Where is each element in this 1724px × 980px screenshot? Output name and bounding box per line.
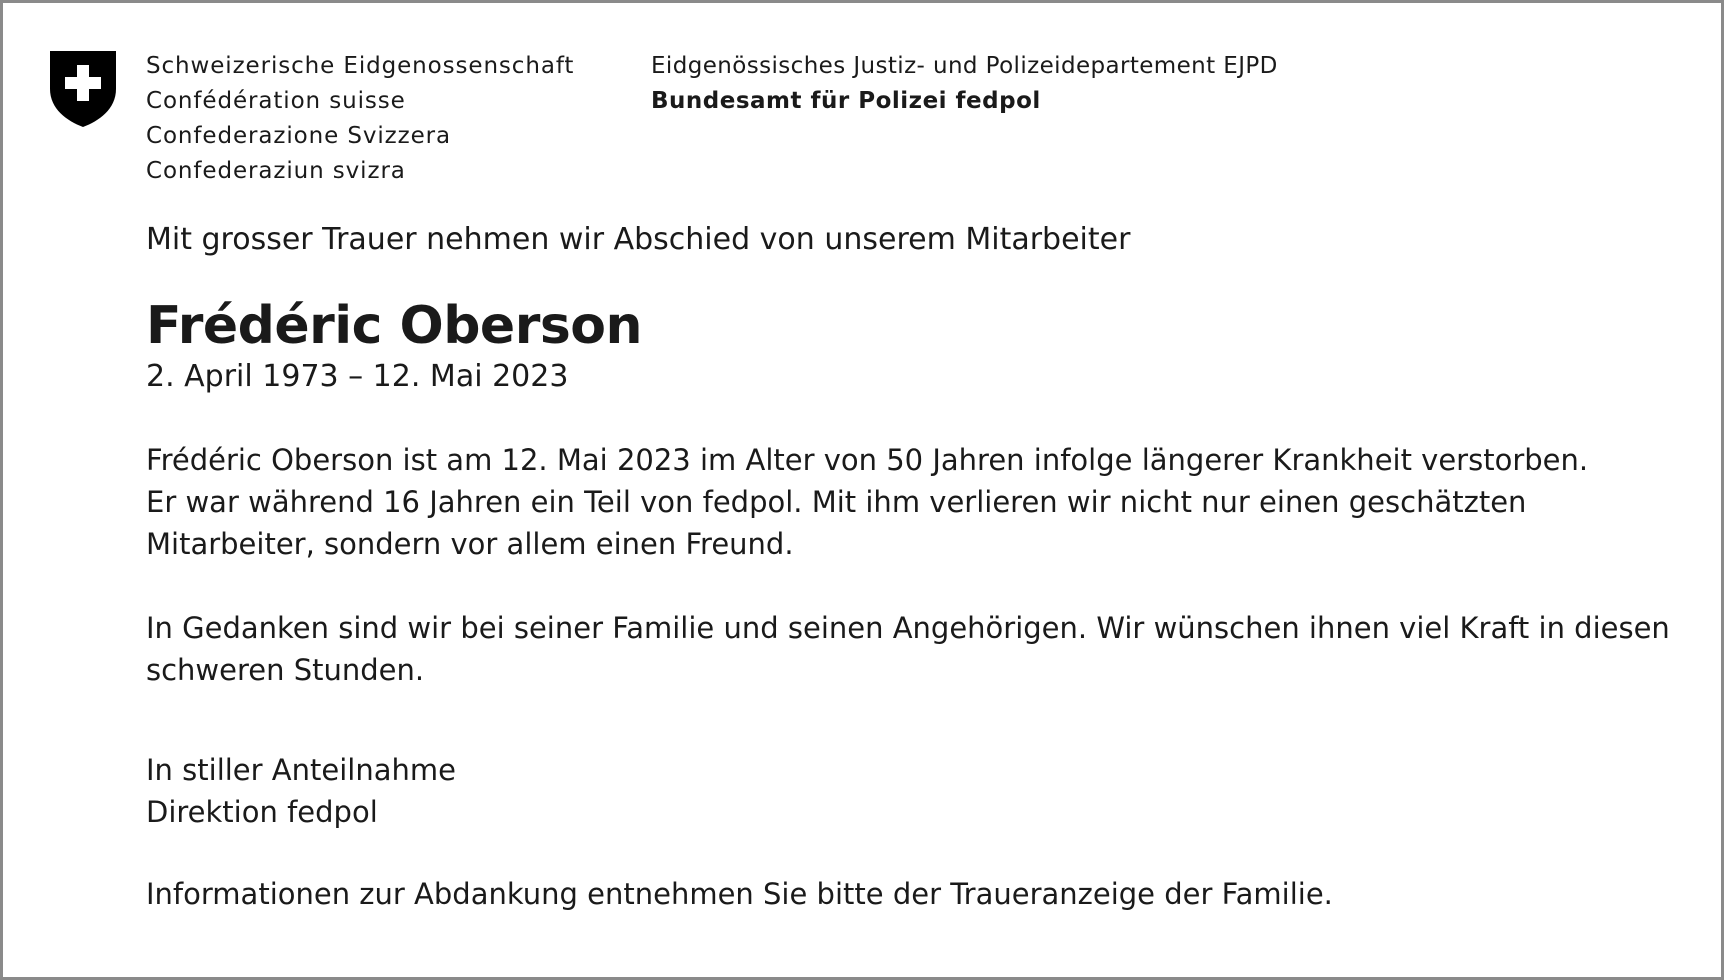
- closing-block: [146, 749, 1686, 833]
- closing-sentiment: In stiller Anteilnahme: [146, 753, 456, 787]
- confederation-rm: Confederaziun svizra: [146, 158, 406, 184]
- paragraph-2-line: schweren Stunden.: [146, 653, 425, 687]
- life-dates: 2. April 1973 – 12. Mai 2023: [146, 359, 569, 394]
- closing-signature: Direktion fedpol: [146, 795, 378, 829]
- confederation-it: Confederazione Svizzera: [146, 123, 451, 149]
- notice-body: [146, 220, 1686, 915]
- confederation-fr: Confédération suisse: [146, 88, 406, 114]
- deceased-name: Frédéric Oberson: [146, 296, 643, 356]
- paragraph-2: [146, 607, 1686, 691]
- funeral-info: Informationen zur Abdankung entnehmen Sie bitte der Traueranzeige der Familie.: [146, 877, 1333, 911]
- confederation-de: Schweizerische Eidgenossenschaft: [146, 53, 575, 79]
- swiss-cross-shield-icon: [47, 49, 119, 129]
- paragraph-1-line: Er war während 16 Jahren ein Teil von fedpol. Mit ihm verlieren wir nicht nur einen geschätzten: [146, 485, 1527, 519]
- intro-text: Mit grosser Trauer nehmen wir Abschied von unserem Mitarbeiter: [146, 222, 1131, 257]
- paragraph-2-line: In Gedanken sind wir bei seiner Familie und seinen Angehörigen. Wir wünschen ihnen viel Kraft in diesen: [146, 611, 1670, 645]
- office-name: Bundesamt für Polizei fedpol: [651, 88, 1041, 114]
- department-block: [651, 49, 1278, 119]
- paragraph-1: [146, 439, 1686, 565]
- department-name: Eidgenössisches Justiz- und Polizeidepartement EJPD: [651, 53, 1278, 79]
- paragraph-1-line: Mitarbeiter, sondern vor allem einen Freund.: [146, 527, 794, 561]
- confederation-names: [146, 49, 574, 189]
- paragraph-1-line: Frédéric Oberson ist am 12. Mai 2023 im Alter von 50 Jahren infolge längerer Krankheit verstorben.: [146, 443, 1589, 477]
